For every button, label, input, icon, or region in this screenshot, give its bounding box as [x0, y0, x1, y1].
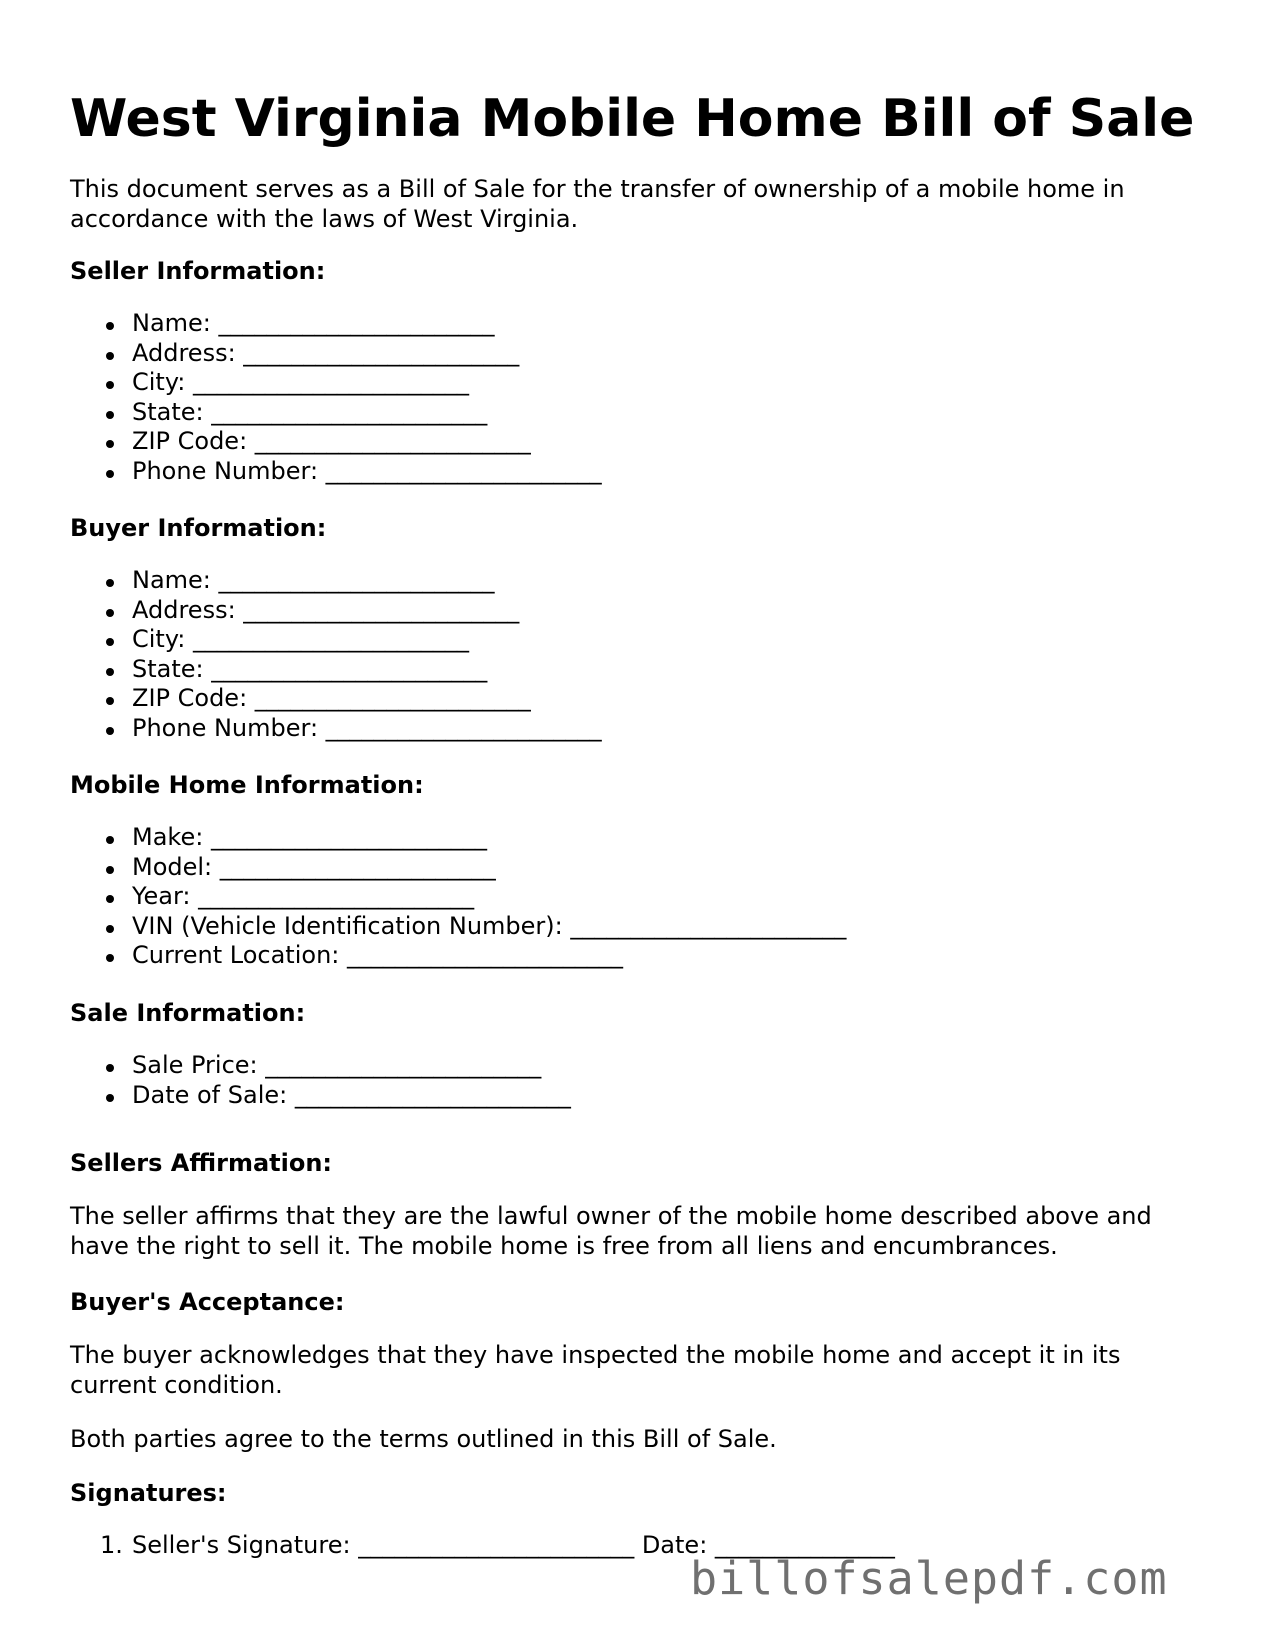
home-year-field: Year: _______________________ — [70, 882, 846, 912]
acceptance-heading: Buyer's Acceptance: — [70, 1288, 345, 1316]
intro-paragraph: This document serves as a Bill of Sale for the transfer of ownership of a mobile home in accordance with the laws of West Virginia. — [70, 175, 1125, 233]
seller-heading: Seller Information: — [70, 257, 326, 285]
seller-city-field: City: _______________________ — [70, 368, 602, 398]
home-make-field: Make: _______________________ — [70, 823, 846, 853]
buyer-city-field: City: _______________________ — [70, 625, 602, 655]
buyer-zip-field: ZIP Code: _______________________ — [70, 684, 602, 714]
home-vin-field: VIN (Vehicle Identification Number): _______________________ — [70, 912, 846, 942]
document-title: West Virginia Mobile Home Bill of Sale — [70, 89, 1195, 149]
site-watermark: billofsalepdf.com — [690, 1552, 1168, 1605]
affirmation-paragraph: The seller affirms that they are the lawful owner of the mobile home described above and have the right to sell it. The mobile home is free from all liens and encumbrances. — [70, 1202, 1152, 1260]
list-number: 1. — [100, 1531, 123, 1559]
seller-name-field: Name: _______________________ — [70, 309, 602, 339]
buyer-name-field: Name: _______________________ — [70, 566, 602, 596]
sale-date-field: Date of Sale: _______________________ — [70, 1081, 571, 1111]
sale-heading: Sale Information: — [70, 999, 306, 1027]
acceptance-paragraph: The buyer acknowledges that they have inspected the mobile home and accept it in its current condition. — [70, 1341, 1121, 1399]
seller-state-field: State: _______________________ — [70, 398, 602, 428]
agreement-paragraph: Both parties agree to the terms outlined in this Bill of Sale. — [70, 1425, 777, 1453]
home-heading: Mobile Home Information: — [70, 771, 424, 799]
home-fields-list — [70, 823, 846, 971]
buyer-heading: Buyer Information: — [70, 514, 327, 542]
home-location-field: Current Location: _______________________ — [70, 941, 846, 971]
seller-phone-field: Phone Number: _______________________ — [70, 457, 602, 487]
home-model-field: Model: _______________________ — [70, 853, 846, 883]
sale-price-field: Sale Price: _______________________ — [70, 1051, 571, 1081]
buyer-fields-list — [70, 566, 602, 744]
signatures-heading: Signatures: — [70, 1479, 227, 1507]
buyer-phone-field: Phone Number: _______________________ — [70, 714, 602, 744]
seller-fields-list — [70, 309, 602, 487]
seller-signature-text: Seller's Signature: _______________________ Date: _______________ — [132, 1531, 895, 1559]
sale-fields-list — [70, 1051, 571, 1110]
seller-zip-field: ZIP Code: _______________________ — [70, 427, 602, 457]
affirmation-heading: Sellers Affirmation: — [70, 1149, 333, 1177]
seller-address-field: Address: _______________________ — [70, 339, 602, 369]
buyer-address-field: Address: _______________________ — [70, 596, 602, 626]
buyer-state-field: State: _______________________ — [70, 655, 602, 685]
